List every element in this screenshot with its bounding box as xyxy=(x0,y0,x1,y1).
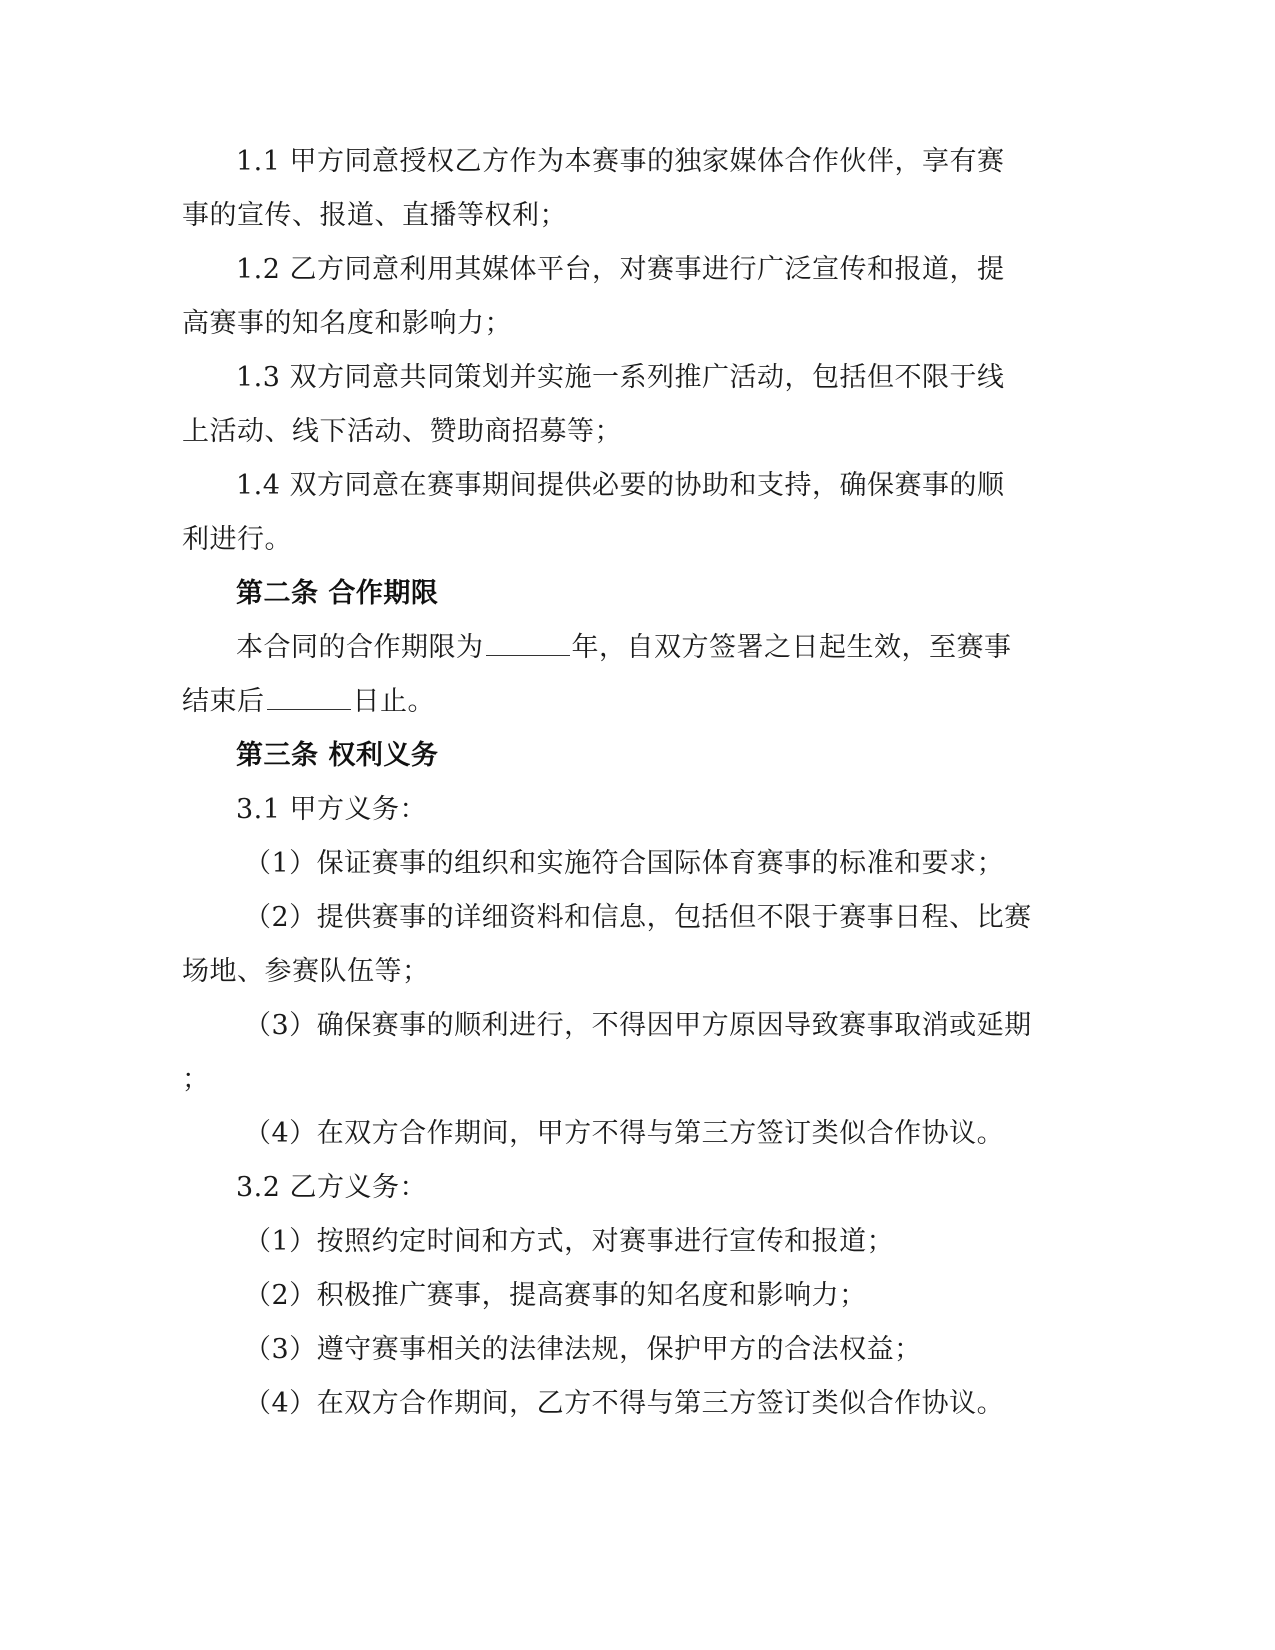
party-a-duty-1: （1）保证赛事的组织和实施符合国际体育赛事的标准和要求； xyxy=(244,848,1005,879)
party-a-duty-2-line-2: 场地、参赛队伍等； xyxy=(182,956,430,987)
term-days-blank[interactable] xyxy=(267,687,351,710)
clause-1-4-line-2: 利进行。 xyxy=(182,524,292,555)
term-years-blank[interactable] xyxy=(486,633,570,656)
party-a-duty-2-line-1: （2）提供赛事的详细资料和信息，包括但不限于赛事日程、比赛 xyxy=(244,902,1032,933)
article-3-heading: 第三条 权利义务 xyxy=(236,740,439,771)
party-a-duty-3-line-1: （3）确保赛事的顺利进行，不得因甲方原因导致赛事取消或延期 xyxy=(244,1010,1032,1041)
clause-1-1-line-1: 1.1 甲方同意授权乙方作为本赛事的独家媒体合作伙伴，享有赛 xyxy=(236,146,1005,177)
party-b-duty-3: （3）遵守赛事相关的法律法规，保护甲方的合法权益； xyxy=(244,1334,922,1365)
clause-3-1-title: 3.1 甲方义务： xyxy=(236,794,428,825)
clause-1-3-line-2: 上活动、线下活动、赞助商招募等； xyxy=(182,416,622,447)
clause-1-2-line-2: 高赛事的知名度和影响力； xyxy=(182,308,512,339)
party-a-duty-3-line-2: ； xyxy=(182,1064,210,1095)
term-line-2 xyxy=(182,683,1082,721)
clause-1-3-line-1: 1.3 双方同意共同策划并实施一系列推广活动，包括但不限于线 xyxy=(236,362,1005,393)
clause-1-4-line-1: 1.4 双方同意在赛事期间提供必要的协助和支持，确保赛事的顺 xyxy=(236,470,1005,501)
term-text-d: 日止。 xyxy=(352,686,435,717)
clause-1-1-line-2: 事的宣传、报道、直播等权利； xyxy=(182,200,567,231)
clause-3-2-title: 3.2 乙方义务： xyxy=(236,1172,428,1203)
party-b-duty-1: （1）按照约定时间和方式，对赛事进行宣传和报道； xyxy=(244,1226,895,1257)
clause-1-2-line-1: 1.2 乙方同意利用其媒体平台，对赛事进行广泛宣传和报道，提 xyxy=(236,254,1005,285)
term-text-a: 本合同的合作期限为 xyxy=(236,632,484,663)
term-text-c: 结束后 xyxy=(182,686,265,717)
party-a-duty-4: （4）在双方合作期间，甲方不得与第三方签订类似合作协议。 xyxy=(244,1118,1005,1149)
party-b-duty-2: （2）积极推广赛事，提高赛事的知名度和影响力； xyxy=(244,1280,867,1311)
term-line-1 xyxy=(236,629,1136,667)
party-b-duty-4: （4）在双方合作期间，乙方不得与第三方签订类似合作协议。 xyxy=(244,1388,1005,1419)
article-2-heading: 第二条 合作期限 xyxy=(236,578,439,609)
term-text-b: 年，自双方签署之日起生效，至赛事 xyxy=(571,632,1012,663)
